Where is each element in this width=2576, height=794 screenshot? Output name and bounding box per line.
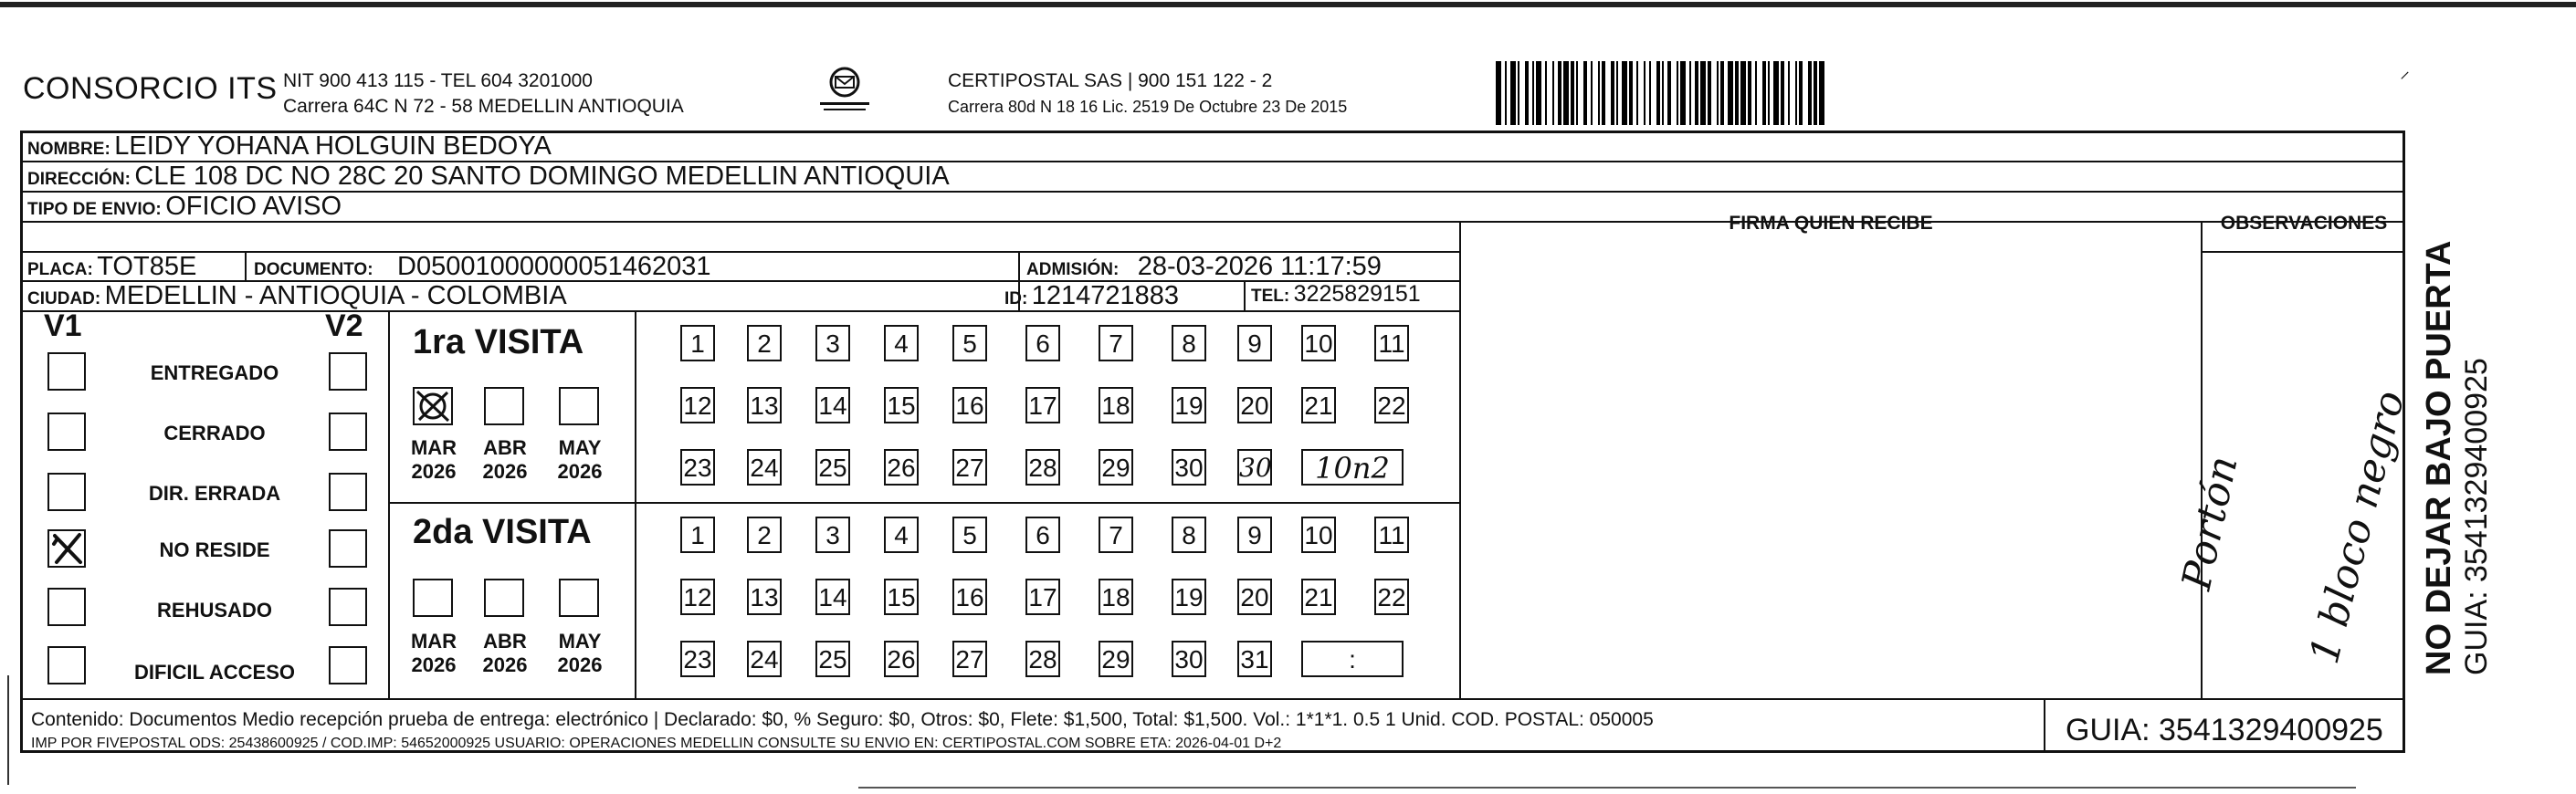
divider [245, 251, 247, 280]
month-label: MAR 2026 [410, 436, 457, 483]
visit1-day-9[interactable]: 9 [1237, 325, 1272, 361]
courier-nit: CERTIPOSTAL SAS | 900 151 122 - 2 [948, 70, 1273, 91]
visit2-day-24[interactable]: 24 [747, 641, 782, 677]
v2-no-reside-checkbox[interactable] [329, 529, 367, 568]
company-address: Carrera 64C N 72 - 58 MEDELLIN ANTIOQUIA [283, 96, 684, 117]
visit2-month-abr-checkbox[interactable] [484, 579, 524, 617]
v2-cerrado-checkbox[interactable] [329, 413, 367, 451]
divider [2044, 698, 2045, 753]
ciudad-value: MEDELLIN - ANTIOQUIA - COLOMBIA [104, 281, 567, 310]
bottom-edge-line [858, 787, 2356, 789]
visit2-day-29[interactable]: 29 [1099, 641, 1133, 677]
month-label: ABR 2026 [482, 436, 528, 483]
nombre-value: LEIDY YOHANA HOLGUIN BEDOYA [114, 131, 552, 161]
visit1-title: 1ra VISITA [413, 323, 584, 361]
company-nit: NIT 900 413 115 - TEL 604 3201000 [283, 70, 593, 91]
visit2-day-1[interactable]: 1 [680, 517, 715, 553]
ciudad-label: CIUDAD: [27, 289, 101, 308]
visit1-day-7[interactable]: 7 [1099, 325, 1133, 361]
ciudad-field [27, 281, 567, 311]
visit1-day-11[interactable]: 11 [1374, 325, 1409, 361]
visit1-day-30[interactable]: 30 [1172, 449, 1206, 486]
check-mark-icon [49, 531, 84, 566]
visit1-day-28[interactable]: 28 [1025, 449, 1060, 486]
visit2-day-6[interactable]: 6 [1025, 517, 1060, 553]
admision-label: ADMISIÓN: [1026, 260, 1120, 279]
divider [2203, 251, 2405, 253]
v2-entregado-checkbox[interactable] [329, 352, 367, 391]
courier-info [948, 68, 1347, 120]
id-label: ID: [1004, 289, 1028, 308]
documento-field [254, 252, 711, 282]
status-label: CERRADO [163, 422, 266, 444]
nombre-row [27, 131, 552, 162]
contents-line: Contenido: Documentos Medio recepción prueba de entrega: electrónico | Declarado: $0, % Seguro: $0, Otros: $0, Flete: $1,500, Total: $1,500. Vol.: 1*1*1. 0.5 1 Unid. COD. POSTAL: 050005 [31, 709, 1654, 730]
v1-cerrado-checkbox[interactable] [47, 413, 86, 451]
visit2-day-14[interactable]: 14 [815, 579, 850, 615]
visit1-day-3[interactable]: 3 [815, 325, 850, 361]
visit1-day-27[interactable]: 27 [952, 449, 987, 486]
admision-field [1026, 252, 1382, 282]
visit1-day-23[interactable]: 23 [680, 449, 715, 486]
visit1-day-1[interactable]: 1 [680, 325, 715, 361]
company-info [283, 68, 684, 120]
visit2-day-11[interactable]: 11 [1374, 517, 1409, 553]
courier-address: Carrera 80d N 18 16 Lic. 2519 De Octubre 23 De 2015 [948, 98, 1348, 116]
documento-value: D05001000000051462031 [397, 252, 711, 281]
status-label: DIFICIL ACCESO [133, 661, 295, 684]
visit2-day-4[interactable]: 4 [884, 517, 919, 553]
visit2-day-26[interactable]: 26 [884, 641, 919, 677]
no-dejar-bajo-puerta-text: NO DEJAR BAJO PUERTA [2420, 240, 2458, 675]
divider [20, 698, 2405, 700]
visit2-day-10[interactable]: 10 [1301, 517, 1336, 553]
visit2-time-field[interactable]: : [1301, 641, 1404, 677]
visit2-month-may-checkbox[interactable] [559, 579, 599, 617]
visit1-day-15[interactable]: 15 [884, 387, 919, 423]
admision-value: 28-03-2026 11:17:59 [1137, 252, 1382, 281]
check-mark-icon [415, 389, 451, 423]
barcode [1496, 61, 2226, 125]
placa-field [27, 252, 196, 282]
visit2-day-21[interactable]: 21 [1301, 579, 1336, 615]
v1-dir-errada-checkbox[interactable] [47, 473, 86, 511]
visit1-day-30-marked[interactable]: 30 [1237, 449, 1272, 486]
visit2-day-20[interactable]: 20 [1237, 579, 1272, 615]
tipo-row [27, 192, 342, 222]
observaciones-header: OBSERVACIONES [2220, 213, 2388, 234]
tel-label: TEL: [1251, 287, 1290, 306]
visit2-day-16[interactable]: 16 [952, 579, 987, 615]
status-label: DIR. ERRADA [148, 482, 281, 505]
divider [388, 502, 1461, 504]
visit2-month-mar-checkbox[interactable] [413, 579, 453, 617]
visit2-day-18[interactable]: 18 [1099, 579, 1133, 615]
visit2-day-2[interactable]: 2 [747, 517, 782, 553]
visit2-day-25[interactable]: 25 [815, 641, 850, 677]
month-label: MAY 2026 [557, 630, 603, 676]
visit2-day-13[interactable]: 13 [747, 579, 782, 615]
visit1-month-may-checkbox[interactable] [559, 387, 599, 425]
status-label: REHUSADO [157, 599, 272, 622]
visit2-day-12[interactable]: 12 [680, 579, 715, 615]
tel-field [1251, 281, 1421, 308]
visit1-day-17[interactable]: 17 [1025, 387, 1060, 423]
visit1-day-4[interactable]: 4 [884, 325, 919, 361]
visit1-day-2[interactable]: 2 [747, 325, 782, 361]
visit2-day-27[interactable]: 27 [952, 641, 987, 677]
v1-header: V1 [44, 308, 82, 343]
visit2-day-19[interactable]: 19 [1172, 579, 1206, 615]
direccion-row [27, 162, 950, 192]
visit1-day-19[interactable]: 19 [1172, 387, 1206, 423]
visit1-day-20[interactable]: 20 [1237, 387, 1272, 423]
visit2-day-28[interactable]: 28 [1025, 641, 1060, 677]
margin-mark [7, 675, 9, 785]
side-guia-number: GUIA: 3541329400925 [2459, 358, 2494, 675]
barcode-bar [1824, 61, 1828, 125]
visit1-day-21[interactable]: 21 [1301, 387, 1336, 423]
visit1-day-25[interactable]: 25 [815, 449, 850, 486]
visit2-day-8[interactable]: 8 [1172, 517, 1206, 553]
divider [635, 310, 636, 698]
certipostal-logo [813, 64, 877, 117]
v2-header: V2 [325, 308, 363, 343]
visit1-day-22[interactable]: 22 [1374, 387, 1409, 423]
print-info-line: IMP POR FIVEPOSTAL ODS: 25438600925 / COD.IMP: 54652000925 USUARIO: OPERACIONES MEDELLIN CONSULTE SU ENVIO EN: CERTIPOSTAL.COM SOBRE ETA: 2026-04-01 D+2 [31, 736, 1282, 751]
page-mark: ⸝ [2400, 59, 2411, 82]
direccion-value: CLE 108 DC NO 28C 20 SANTO DOMINGO MEDELLIN ANTIOQUIA [134, 162, 950, 191]
visit1-time-field[interactable]: 10n2 [1301, 449, 1404, 486]
nombre-label: NOMBRE: [27, 140, 110, 159]
v1-dificil-acceso-checkbox[interactable] [47, 646, 86, 684]
guia-number: GUIA: 3541329400925 [2066, 713, 2383, 747]
visit1-day-26[interactable]: 26 [884, 449, 919, 486]
visit1-day-12[interactable]: 12 [680, 387, 715, 423]
month-label: MAY 2026 [557, 436, 603, 483]
visit2-title: 2da VISITA [413, 513, 592, 551]
v1-no-reside-checkbox[interactable] [47, 529, 86, 568]
top-border-line [0, 2, 2576, 7]
visit2-day-3[interactable]: 3 [815, 517, 850, 553]
v1-entregado-checkbox[interactable] [47, 352, 86, 391]
visit1-day-13[interactable]: 13 [747, 387, 782, 423]
visit2-day-17[interactable]: 17 [1025, 579, 1060, 615]
visit2-day-23[interactable]: 23 [680, 641, 715, 677]
v2-dir-errada-checkbox[interactable] [329, 473, 367, 511]
visit1-day-5[interactable]: 5 [952, 325, 987, 361]
id-value: 1214721883 [1031, 281, 1180, 310]
divider [388, 310, 390, 698]
visit1-month-abr-checkbox[interactable] [484, 387, 524, 425]
visit2-day-7[interactable]: 7 [1099, 517, 1133, 553]
documento-label: DOCUMENTO: [254, 260, 373, 279]
obs-handwriting-2: 1 bloco negro [2301, 386, 2414, 669]
visit2-day-9[interactable]: 9 [1237, 517, 1272, 553]
visit2-day-22[interactable]: 22 [1374, 579, 1409, 615]
tel-value: 3225829151 [1293, 281, 1421, 307]
visit1-month-mar-checkbox[interactable] [413, 387, 453, 425]
v2-rehusado-checkbox[interactable] [329, 588, 367, 626]
firma-header: FIRMA QUIEN RECIBE [1729, 213, 1933, 234]
v2-dificil-acceso-checkbox[interactable] [329, 646, 367, 684]
tipo-value: OFICIO AVISO [165, 192, 342, 221]
tipo-label: TIPO DE ENVIO: [27, 200, 162, 219]
visit1-day-18[interactable]: 18 [1099, 387, 1133, 423]
visit1-day-16[interactable]: 16 [952, 387, 987, 423]
divider [1459, 221, 1461, 698]
month-label: ABR 2026 [482, 630, 528, 676]
status-label: ENTREGADO [150, 361, 279, 384]
visit2-day-30[interactable]: 30 [1172, 641, 1206, 677]
visit1-day-24[interactable]: 24 [747, 449, 782, 486]
company-name: CONSORCIO ITS [23, 71, 278, 106]
visit1-day-8[interactable]: 8 [1172, 325, 1206, 361]
visit1-day-29[interactable]: 29 [1099, 449, 1133, 486]
divider [1244, 280, 1246, 310]
visit1-day-6[interactable]: 6 [1025, 325, 1060, 361]
placa-value: TOT85E [97, 252, 197, 281]
obs-handwriting-1: Portón [2173, 452, 2247, 594]
v1-rehusado-checkbox[interactable] [47, 588, 86, 626]
visit1-day-14[interactable]: 14 [815, 387, 850, 423]
id-field [1004, 281, 1179, 311]
month-label: MAR 2026 [410, 630, 457, 676]
direccion-label: DIRECCIÓN: [27, 170, 131, 189]
placa-label: PLACA: [27, 260, 93, 279]
visit1-day-10[interactable]: 10 [1301, 325, 1336, 361]
visit2-day-5[interactable]: 5 [952, 517, 987, 553]
status-label: NO RESIDE [159, 538, 270, 561]
side-notice [2420, 164, 2495, 675]
visit2-day-15[interactable]: 15 [884, 579, 919, 615]
visit2-day-31[interactable]: 31 [1237, 641, 1272, 677]
